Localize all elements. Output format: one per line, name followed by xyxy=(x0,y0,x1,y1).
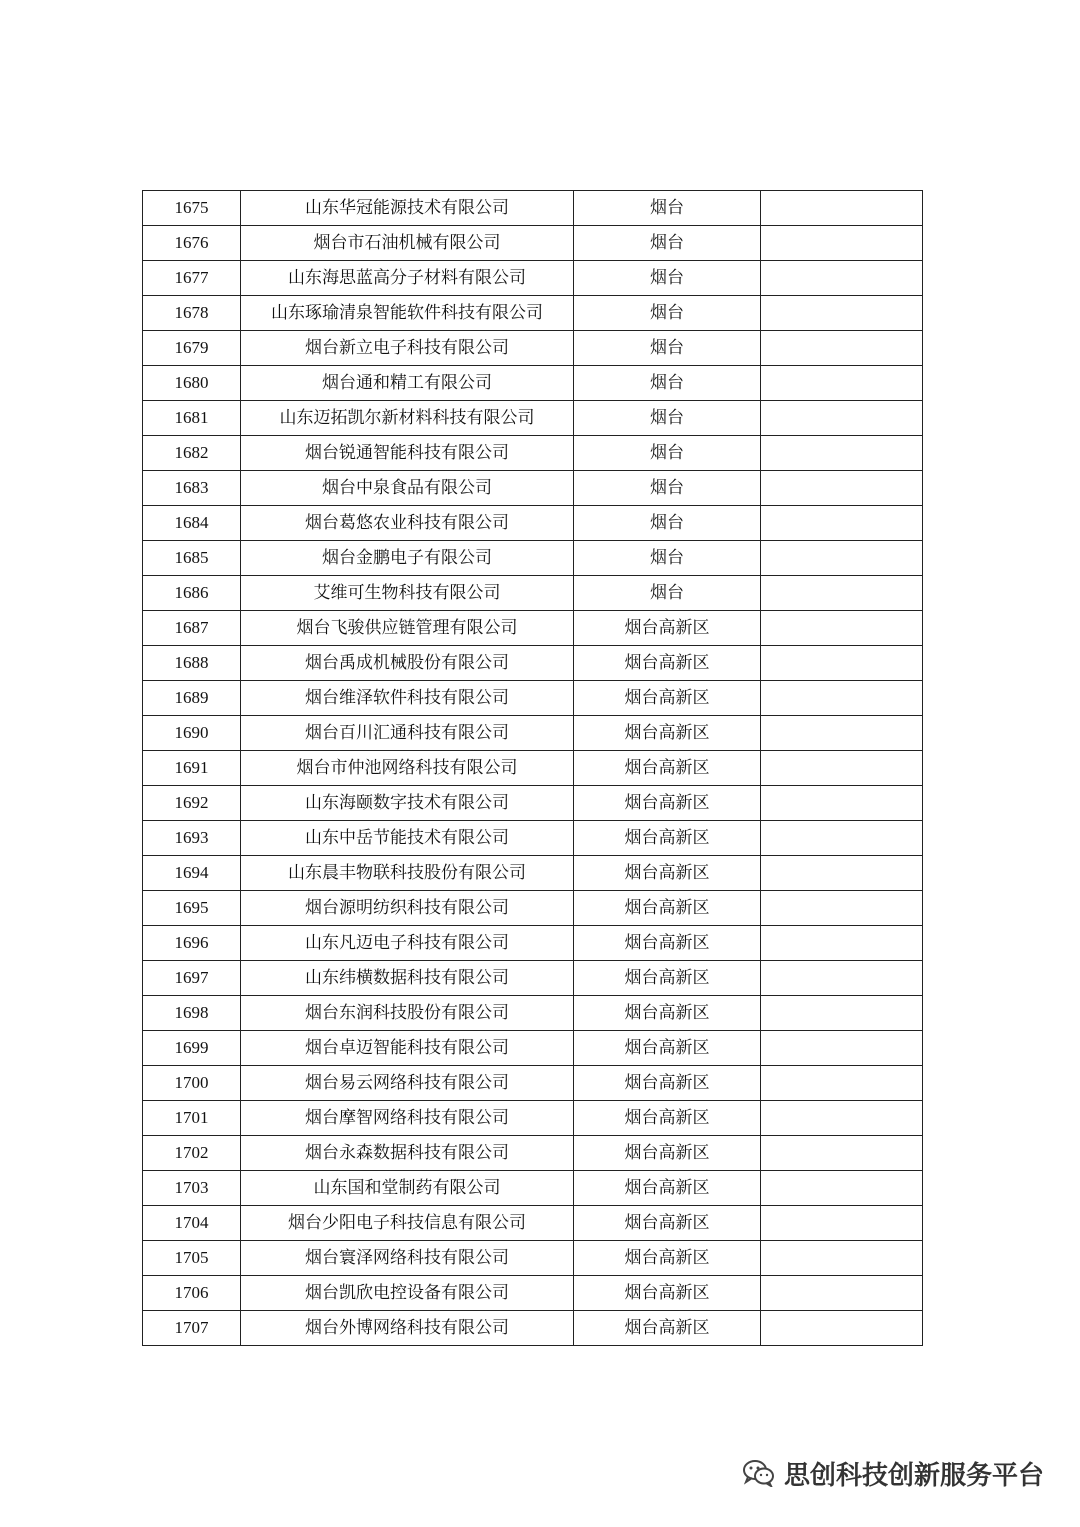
company-name-cell: 山东琢瑜清泉智能软件科技有限公司 xyxy=(241,296,574,331)
table-row xyxy=(143,926,923,961)
note-cell xyxy=(761,576,923,611)
row-number-cell: 1697 xyxy=(143,961,241,996)
table-row xyxy=(143,856,923,891)
company-name-cell: 烟台葛悠农业科技有限公司 xyxy=(241,506,574,541)
region-cell: 烟台高新区 xyxy=(574,1241,761,1276)
table-row xyxy=(143,366,923,401)
note-cell xyxy=(761,856,923,891)
company-name-cell: 山东国和堂制药有限公司 xyxy=(241,1171,574,1206)
note-cell xyxy=(761,891,923,926)
table-row xyxy=(143,1311,923,1346)
region-cell: 烟台高新区 xyxy=(574,1031,761,1066)
row-number-cell: 1684 xyxy=(143,506,241,541)
table-row xyxy=(143,961,923,996)
region-cell: 烟台高新区 xyxy=(574,1311,761,1346)
table-row xyxy=(143,541,923,576)
note-cell xyxy=(761,541,923,576)
table-row xyxy=(143,1136,923,1171)
table-row xyxy=(143,436,923,471)
note-cell xyxy=(761,296,923,331)
row-number-cell: 1695 xyxy=(143,891,241,926)
region-cell: 烟台高新区 xyxy=(574,961,761,996)
region-cell: 烟台高新区 xyxy=(574,891,761,926)
region-cell: 烟台 xyxy=(574,366,761,401)
note-cell xyxy=(761,1241,923,1276)
table-row xyxy=(143,1241,923,1276)
company-name-cell: 烟台禹成机械股份有限公司 xyxy=(241,646,574,681)
region-cell: 烟台 xyxy=(574,506,761,541)
region-cell: 烟台 xyxy=(574,191,761,226)
row-number-cell: 1702 xyxy=(143,1136,241,1171)
region-cell: 烟台高新区 xyxy=(574,821,761,856)
table-row xyxy=(143,471,923,506)
row-number-cell: 1679 xyxy=(143,331,241,366)
row-number-cell: 1700 xyxy=(143,1066,241,1101)
row-number-cell: 1689 xyxy=(143,681,241,716)
row-number-cell: 1705 xyxy=(143,1241,241,1276)
row-number-cell: 1698 xyxy=(143,996,241,1031)
company-name-cell: 烟台飞骏供应链管理有限公司 xyxy=(241,611,574,646)
table-row xyxy=(143,1206,923,1241)
note-cell xyxy=(761,1136,923,1171)
table-row xyxy=(143,1276,923,1311)
region-cell: 烟台高新区 xyxy=(574,1136,761,1171)
region-cell: 烟台高新区 xyxy=(574,1171,761,1206)
row-number-cell: 1704 xyxy=(143,1206,241,1241)
row-number-cell: 1688 xyxy=(143,646,241,681)
note-cell xyxy=(761,366,923,401)
table-row xyxy=(143,611,923,646)
region-cell: 烟台 xyxy=(574,401,761,436)
table-row xyxy=(143,716,923,751)
note-cell xyxy=(761,436,923,471)
row-number-cell: 1703 xyxy=(143,1171,241,1206)
company-name-cell: 山东华冠能源技术有限公司 xyxy=(241,191,574,226)
row-number-cell: 1676 xyxy=(143,226,241,261)
company-name-cell: 山东晨丰物联科技股份有限公司 xyxy=(241,856,574,891)
row-number-cell: 1694 xyxy=(143,856,241,891)
company-name-cell: 烟台寰泽网络科技有限公司 xyxy=(241,1241,574,1276)
note-cell xyxy=(761,1171,923,1206)
region-cell: 烟台高新区 xyxy=(574,1206,761,1241)
company-name-cell: 烟台百川汇通科技有限公司 xyxy=(241,716,574,751)
company-name-cell: 山东海思蓝高分子材料有限公司 xyxy=(241,261,574,296)
company-name-cell: 烟台市仲池网络科技有限公司 xyxy=(241,751,574,786)
row-number-cell: 1707 xyxy=(143,1311,241,1346)
note-cell xyxy=(761,471,923,506)
note-cell xyxy=(761,1031,923,1066)
table-row xyxy=(143,226,923,261)
row-number-cell: 1682 xyxy=(143,436,241,471)
region-cell: 烟台 xyxy=(574,541,761,576)
row-number-cell: 1699 xyxy=(143,1031,241,1066)
note-cell xyxy=(761,786,923,821)
company-name-cell: 山东迈拓凯尔新材料科技有限公司 xyxy=(241,401,574,436)
table-row xyxy=(143,751,923,786)
table-row xyxy=(143,576,923,611)
table-row xyxy=(143,1066,923,1101)
region-cell: 烟台高新区 xyxy=(574,926,761,961)
watermark xyxy=(742,1453,1044,1493)
note-cell xyxy=(761,1066,923,1101)
region-cell: 烟台 xyxy=(574,226,761,261)
company-name-cell: 烟台卓迈智能科技有限公司 xyxy=(241,1031,574,1066)
note-cell xyxy=(761,821,923,856)
region-cell: 烟台高新区 xyxy=(574,1101,761,1136)
row-number-cell: 1693 xyxy=(143,821,241,856)
note-cell xyxy=(761,646,923,681)
company-name-cell: 烟台源明纺织科技有限公司 xyxy=(241,891,574,926)
region-cell: 烟台 xyxy=(574,576,761,611)
company-name-cell: 烟台摩智网络科技有限公司 xyxy=(241,1101,574,1136)
row-number-cell: 1691 xyxy=(143,751,241,786)
company-name-cell: 艾维可生物科技有限公司 xyxy=(241,576,574,611)
note-cell xyxy=(761,261,923,296)
note-cell xyxy=(761,611,923,646)
note-cell xyxy=(761,226,923,261)
region-cell: 烟台高新区 xyxy=(574,786,761,821)
table-row xyxy=(143,1031,923,1066)
note-cell xyxy=(761,331,923,366)
table-row xyxy=(143,191,923,226)
row-number-cell: 1683 xyxy=(143,471,241,506)
note-cell xyxy=(761,506,923,541)
table-row xyxy=(143,646,923,681)
region-cell: 烟台高新区 xyxy=(574,611,761,646)
company-name-cell: 烟台新立电子科技有限公司 xyxy=(241,331,574,366)
region-cell: 烟台高新区 xyxy=(574,751,761,786)
note-cell xyxy=(761,1276,923,1311)
watermark-text: 思创科技创新服务平台 xyxy=(783,1460,1044,1491)
table-row xyxy=(143,681,923,716)
company-name-cell: 山东纬横数据科技有限公司 xyxy=(241,961,574,996)
company-name-cell: 烟台锐通智能科技有限公司 xyxy=(241,436,574,471)
note-cell xyxy=(761,1311,923,1346)
table-row xyxy=(143,296,923,331)
company-name-cell: 烟台凯欣电控设备有限公司 xyxy=(241,1276,574,1311)
table-row xyxy=(143,261,923,296)
table-row xyxy=(143,1171,923,1206)
row-number-cell: 1678 xyxy=(143,296,241,331)
note-cell xyxy=(761,401,923,436)
row-number-cell: 1690 xyxy=(143,716,241,751)
note-cell xyxy=(761,751,923,786)
company-name-cell: 山东凡迈电子科技有限公司 xyxy=(241,926,574,961)
note-cell xyxy=(761,926,923,961)
note-cell xyxy=(761,191,923,226)
table-body xyxy=(143,191,923,1346)
table-row xyxy=(143,786,923,821)
table-row xyxy=(143,996,923,1031)
table-row xyxy=(143,401,923,436)
region-cell: 烟台 xyxy=(574,436,761,471)
row-number-cell: 1687 xyxy=(143,611,241,646)
note-cell xyxy=(761,1101,923,1136)
company-name-cell: 烟台通和精工有限公司 xyxy=(241,366,574,401)
row-number-cell: 1677 xyxy=(143,261,241,296)
company-name-cell: 烟台少阳电子科技信息有限公司 xyxy=(241,1206,574,1241)
wechat-icon xyxy=(742,1459,776,1487)
region-cell: 烟台 xyxy=(574,261,761,296)
region-cell: 烟台高新区 xyxy=(574,1066,761,1101)
table-row xyxy=(143,506,923,541)
region-cell: 烟台高新区 xyxy=(574,856,761,891)
row-number-cell: 1706 xyxy=(143,1276,241,1311)
table-row xyxy=(143,1101,923,1136)
row-number-cell: 1686 xyxy=(143,576,241,611)
company-name-cell: 烟台中泉食品有限公司 xyxy=(241,471,574,506)
row-number-cell: 1696 xyxy=(143,926,241,961)
region-cell: 烟台 xyxy=(574,471,761,506)
company-name-cell: 山东中岳节能技术有限公司 xyxy=(241,821,574,856)
region-cell: 烟台高新区 xyxy=(574,716,761,751)
company-name-cell: 烟台永森数据科技有限公司 xyxy=(241,1136,574,1171)
company-name-cell: 烟台维泽软件科技有限公司 xyxy=(241,681,574,716)
region-cell: 烟台 xyxy=(574,331,761,366)
row-number-cell: 1681 xyxy=(143,401,241,436)
row-number-cell: 1680 xyxy=(143,366,241,401)
table-row xyxy=(143,821,923,856)
company-list-table xyxy=(142,190,923,1346)
note-cell xyxy=(761,996,923,1031)
row-number-cell: 1701 xyxy=(143,1101,241,1136)
note-cell xyxy=(761,681,923,716)
row-number-cell: 1675 xyxy=(143,191,241,226)
region-cell: 烟台高新区 xyxy=(574,646,761,681)
company-name-cell: 烟台易云网络科技有限公司 xyxy=(241,1066,574,1101)
company-name-cell: 烟台东润科技股份有限公司 xyxy=(241,996,574,1031)
region-cell: 烟台 xyxy=(574,296,761,331)
region-cell: 烟台高新区 xyxy=(574,996,761,1031)
table-row xyxy=(143,891,923,926)
note-cell xyxy=(761,1206,923,1241)
company-name-cell: 烟台外博网络科技有限公司 xyxy=(241,1311,574,1346)
company-name-cell: 烟台金鹏电子有限公司 xyxy=(241,541,574,576)
row-number-cell: 1692 xyxy=(143,786,241,821)
region-cell: 烟台高新区 xyxy=(574,681,761,716)
note-cell xyxy=(761,961,923,996)
company-name-cell: 烟台市石油机械有限公司 xyxy=(241,226,574,261)
region-cell: 烟台高新区 xyxy=(574,1276,761,1311)
note-cell xyxy=(761,716,923,751)
row-number-cell: 1685 xyxy=(143,541,241,576)
company-name-cell: 山东海颐数字技术有限公司 xyxy=(241,786,574,821)
table-row xyxy=(143,331,923,366)
